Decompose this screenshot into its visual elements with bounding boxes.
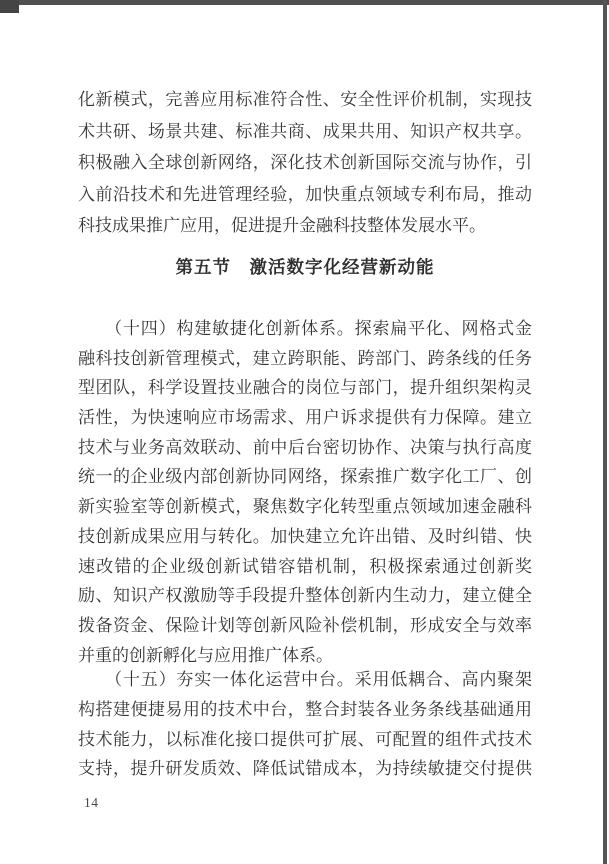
body-text-line: 技术能力，以标准化接口提供可扩展、可配置的组件式技术	[78, 729, 532, 749]
paragraph-item-15	[78, 665, 532, 784]
body-text-line: 科技成果推广应用，促进提升金融科技整体发展水平。	[78, 216, 486, 235]
scan-edge-right	[603, 0, 607, 864]
body-text-line: 化新模式，完善应用标准符合性、安全性评价机制，实现技	[78, 90, 532, 109]
body-text-line: 新实验室等创新模式，聚焦数字化转型重点领域加速金融科	[78, 497, 532, 517]
body-text-line: （十四）构建敏捷化创新体系。探索扁平化、网格式金	[78, 319, 532, 338]
body-text-line: 融科技创新管理模式，建立跨职能、跨部门、跨条线的任务	[78, 348, 532, 368]
scan-corner-artifact	[0, 0, 19, 13]
text-column	[78, 0, 532, 864]
body-text-line: 入前沿技术和先进管理经验，加快重点领域专利布局，推动	[78, 184, 532, 204]
body-text-line: 拨备资金、保险计划等创新风险补偿机制，形成安全与效率	[78, 615, 532, 635]
body-text-line: 支持，提升研发质效、降低试错成本，为持续敏捷交付提供	[78, 759, 532, 779]
body-text-line: 技创新成果应用与转化。加快建立允许出错、及时纠错、快	[78, 526, 532, 546]
section-heading: 第五节 激活数字化经营新动能	[175, 257, 435, 277]
body-text-line: 统一的企业级内部创新协同网络，探索推广数字化工厂、创	[78, 467, 532, 487]
body-text-line: 励、知识产权激励等手段提升整体创新内生动力，建立健全	[78, 586, 532, 606]
body-text-line: 并重的创新孵化与应用推广体系。	[78, 645, 333, 665]
body-text-line: 构搭建便捷易用的技术中台，整合封装各业务条线基础通用	[78, 699, 532, 719]
body-text-line: 技术与业务高效联动、前中后台密切协作、决策与执行高度	[78, 437, 532, 457]
paragraph-continuation	[78, 84, 532, 242]
body-text-line: 速改错的企业级创新试错容错机制，积极探索通过创新奖	[78, 556, 532, 576]
page-number: 14	[84, 795, 99, 810]
body-text-line: （十五）夯实一体化运营中台。采用低耦合、高内聚架	[78, 670, 532, 689]
body-text-line: 活性，为快速响应市场需求、用户诉求提供有力保障。建立	[78, 408, 532, 428]
body-text-line: 积极融入全球创新网络，深化技术创新国际交流与协作，引	[78, 153, 532, 172]
body-text-line: 术共研、场景共建、标准共商、成果共用、知识产权共享。	[78, 121, 532, 141]
body-text-line: 型团队，科学设置技业融合的岗位与部门，提升组织架构灵	[78, 378, 532, 398]
paragraph-item-14	[78, 314, 532, 670]
